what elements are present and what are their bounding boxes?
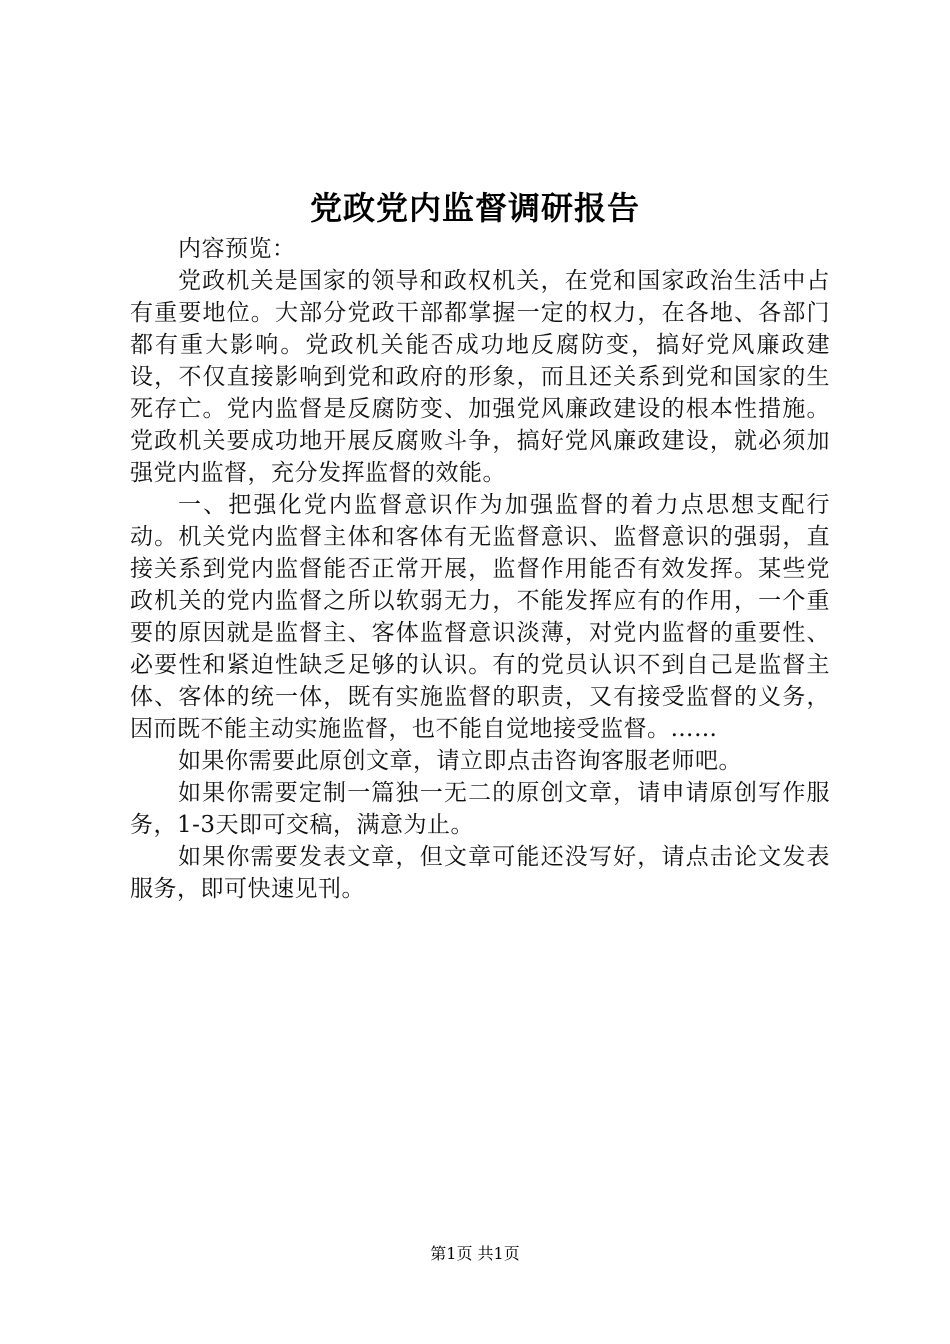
document-body — [130, 233, 830, 905]
document-title: 党政党内监督调研报告 — [309, 189, 640, 227]
paragraph-section-one: 一、把强化党内监督意识作为加强监督的着力点思想支配行动。机关党内监督主体和客体有无监督意识、监督意识的强弱，直接关系到党内监督能否正常开展，监督作用能否有效发挥。某些党政机关的党内监督之所以软弱无力，不能发挥应有的作用，一个重要的原因就是监督主、客体监督意识淡薄，对党内监督的重要性、必要性和紧迫性缺乏足够的认识。有的党员认识不到自己是监督主体、客体的统一体，既有实施监督的职责，又有接受监督的义务，因而既不能主动实施监督，也不能自觉地接受监督。…… — [130, 492, 830, 742]
paragraph-custom-writing: 如果你需要定制一篇独一无二的原创文章，请申请原创写作服务，1-3天即可交稿，满意为止。 — [130, 780, 830, 838]
paragraph-intro: 党政机关是国家的领导和政权机关，在党和国家政治生活中占有重要地位。大部分党政干部都掌握一定的权力，在各地、各部门都有重大影响。党政机关能否成功地反腐防变，搞好党风廉政建设，不仅直接影响到党和政府的形象，而且还关系到党和国家的生死存亡。党内监督是反腐防变、加强党风廉政建设的根本性措施。党政机关要成功地开展反腐败斗争，搞好党风廉政建设，就必须加强党内监督，充分发挥监督的效能。 — [130, 268, 830, 486]
page-number: 第1页 共1页 — [430, 1244, 520, 1263]
paragraph-contact-service: 如果你需要此原创文章，请立即点击咨询客服老师吧。 — [178, 748, 742, 774]
preview-label: 内容预览： — [178, 236, 296, 262]
paragraph-publishing-service: 如果你需要发表文章，但文章可能还没写好，请点击论文发表服务，即可快速见刊。 — [130, 844, 830, 902]
